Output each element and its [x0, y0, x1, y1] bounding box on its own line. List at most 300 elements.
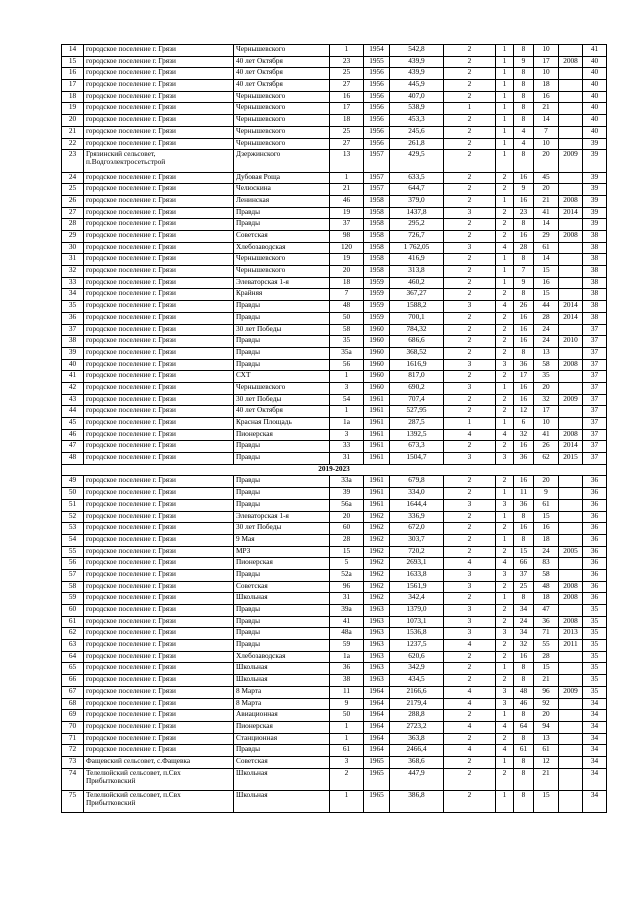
- table-cell: 2: [444, 756, 496, 768]
- table-cell: 8: [514, 45, 534, 57]
- table-cell: 43: [62, 394, 84, 406]
- table-cell: 620,6: [390, 651, 444, 663]
- table-cell: 2: [496, 651, 514, 663]
- table-cell: 17: [62, 80, 84, 92]
- housing-table: [61, 44, 607, 813]
- table-cell: [559, 115, 583, 127]
- table-cell: [559, 605, 583, 617]
- table-cell: Чернышевского: [234, 138, 330, 150]
- table-cell: 673,3: [390, 441, 444, 453]
- table-cell: 2166,6: [390, 686, 444, 698]
- table-cell: 20: [62, 115, 84, 127]
- table-cell: 1963: [364, 605, 390, 617]
- table-cell: городское поселение г. Грязи: [84, 324, 234, 336]
- table-cell: городское поселение г. Грязи: [84, 68, 234, 80]
- table-cell: 1960: [364, 371, 390, 383]
- table-cell: 56: [330, 359, 364, 371]
- table-cell: 538,9: [390, 103, 444, 115]
- table-cell: 784,32: [390, 324, 444, 336]
- table-cell: 363,8: [390, 733, 444, 745]
- table-cell: Правды: [234, 745, 330, 757]
- table-cell: Правды: [234, 499, 330, 511]
- table-cell: Крайняя: [234, 289, 330, 301]
- table-cell: 2: [444, 710, 496, 722]
- table-cell: 720,2: [390, 546, 444, 558]
- table-row: [62, 710, 607, 722]
- table-row: [62, 301, 607, 313]
- table-cell: 16: [514, 394, 534, 406]
- table-cell: 2: [444, 534, 496, 546]
- table-cell: 37: [62, 324, 84, 336]
- table-cell: 1588,2: [390, 301, 444, 313]
- table-cell: Правды: [234, 605, 330, 617]
- table-cell: Правды: [234, 441, 330, 453]
- table-cell: Фащевский сельсовет, с.Фащевка: [84, 756, 234, 768]
- table-cell: 35: [583, 651, 607, 663]
- table-cell: 1: [496, 80, 514, 92]
- table-cell: городское поселение г. Грязи: [84, 733, 234, 745]
- table-cell: 1954: [364, 45, 390, 57]
- table-cell: 2014: [559, 312, 583, 324]
- table-cell: 29: [62, 231, 84, 243]
- table-cell: 16: [514, 476, 534, 488]
- table-cell: 2015: [559, 453, 583, 465]
- table-row: [62, 605, 607, 617]
- table-cell: 1: [496, 418, 514, 430]
- table-cell: 2: [496, 347, 514, 359]
- table-cell: 25: [330, 68, 364, 80]
- table-cell: Чернышевского: [234, 115, 330, 127]
- table-cell: 2: [496, 184, 514, 196]
- table-cell: 21: [534, 675, 559, 687]
- table-cell: 40: [583, 56, 607, 68]
- table-cell: 1: [496, 382, 514, 394]
- table-cell: 46: [62, 429, 84, 441]
- table-cell: Дзержинского: [234, 150, 330, 172]
- table-cell: 40: [62, 359, 84, 371]
- table-cell: 245,6: [390, 126, 444, 138]
- table-row: [62, 651, 607, 663]
- table-cell: 445,9: [390, 80, 444, 92]
- table-row: [62, 546, 607, 558]
- table-row: [62, 733, 607, 745]
- table-cell: 20: [534, 150, 559, 172]
- table-cell: 50: [330, 710, 364, 722]
- table-cell: 13: [534, 733, 559, 745]
- table-cell: 2014: [559, 207, 583, 219]
- table-cell: [559, 651, 583, 663]
- table-cell: 7: [330, 289, 364, 301]
- table-cell: 1964: [364, 721, 390, 733]
- table-cell: Правды: [234, 312, 330, 324]
- table-cell: Правды: [234, 616, 330, 628]
- table-cell: Правды: [234, 301, 330, 313]
- table-cell: 74: [62, 768, 84, 790]
- table-cell: 27: [330, 138, 364, 150]
- table-cell: 36: [534, 616, 559, 628]
- table-cell: 3: [330, 756, 364, 768]
- table-row: [62, 266, 607, 278]
- table-row: [62, 347, 607, 359]
- table-cell: 2: [444, 336, 496, 348]
- table-cell: 8: [514, 150, 534, 172]
- table-cell: 19: [330, 254, 364, 266]
- table-cell: [559, 499, 583, 511]
- table-cell: 2: [496, 219, 514, 231]
- table-cell: 1: [496, 756, 514, 768]
- table-cell: 49: [62, 476, 84, 488]
- table-cell: 8: [514, 289, 534, 301]
- table-cell: 1962: [364, 581, 390, 593]
- table-cell: 16: [514, 195, 534, 207]
- table-cell: 1: [496, 791, 514, 813]
- table-cell: 1: [330, 371, 364, 383]
- table-cell: 527,95: [390, 406, 444, 418]
- table-cell: [559, 756, 583, 768]
- table-cell: 28: [534, 651, 559, 663]
- table-cell: 2693,1: [390, 558, 444, 570]
- table-row: [62, 382, 607, 394]
- table-cell: 48: [534, 581, 559, 593]
- table-cell: 36: [583, 499, 607, 511]
- table-cell: 1958: [364, 207, 390, 219]
- table-cell: 2: [444, 115, 496, 127]
- table-cell: 1961: [364, 418, 390, 430]
- table-cell: 37: [583, 382, 607, 394]
- table-cell: 2: [444, 312, 496, 324]
- table-cell: 39: [583, 207, 607, 219]
- table-cell: городское поселение г. Грязи: [84, 663, 234, 675]
- table-cell: 73: [62, 756, 84, 768]
- table-cell: 19: [330, 207, 364, 219]
- table-cell: Чернышевского: [234, 91, 330, 103]
- table-cell: 25: [514, 581, 534, 593]
- table-row: [62, 441, 607, 453]
- table-cell: 41: [534, 207, 559, 219]
- table-cell: 36: [62, 312, 84, 324]
- table-cell: 644,7: [390, 184, 444, 196]
- table-cell: 37: [583, 394, 607, 406]
- table-cell: 2: [496, 616, 514, 628]
- table-cell: 2: [444, 406, 496, 418]
- table-cell: 36: [583, 558, 607, 570]
- table-cell: 3: [444, 605, 496, 617]
- table-cell: 3: [444, 207, 496, 219]
- table-cell: городское поселение г. Грязи: [84, 336, 234, 348]
- table-cell: 65: [62, 663, 84, 675]
- table-cell: 50: [62, 488, 84, 500]
- table-cell: 368,6: [390, 756, 444, 768]
- table-cell: 21: [330, 184, 364, 196]
- table-row: [62, 45, 607, 57]
- table-cell: 45: [534, 172, 559, 184]
- table-row: [62, 558, 607, 570]
- table-cell: Школьная: [234, 675, 330, 687]
- table-cell: 4: [444, 698, 496, 710]
- table-cell: городское поселение г. Грязи: [84, 745, 234, 757]
- table-cell: Советская: [234, 581, 330, 593]
- table-cell: 439,9: [390, 68, 444, 80]
- table-row: [62, 663, 607, 675]
- table-cell: 15: [62, 56, 84, 68]
- table-cell: 35: [583, 640, 607, 652]
- table-cell: 1964: [364, 733, 390, 745]
- table-cell: 2: [444, 80, 496, 92]
- table-cell: 33: [330, 441, 364, 453]
- table-row: [62, 534, 607, 546]
- table-cell: городское поселение г. Грязи: [84, 289, 234, 301]
- table-cell: 18: [534, 593, 559, 605]
- table-cell: 1: [496, 126, 514, 138]
- table-cell: 39: [330, 488, 364, 500]
- table-cell: 336,9: [390, 511, 444, 523]
- table-cell: 2: [444, 347, 496, 359]
- table-row: [62, 511, 607, 523]
- table-cell: 3: [444, 616, 496, 628]
- table-cell: 4: [496, 429, 514, 441]
- table-row: [62, 231, 607, 243]
- table-cell: 1961: [364, 406, 390, 418]
- table-cell: 2: [444, 91, 496, 103]
- table-row: [62, 103, 607, 115]
- table-cell: 10: [534, 138, 559, 150]
- table-cell: 1961: [364, 476, 390, 488]
- table-cell: 1965: [364, 791, 390, 813]
- table-cell: 2179,4: [390, 698, 444, 710]
- table-cell: 31: [330, 453, 364, 465]
- table-cell: 59: [62, 593, 84, 605]
- table-row: [62, 768, 607, 790]
- table-cell: 58: [534, 569, 559, 581]
- table-row: [62, 289, 607, 301]
- table-cell: 40: [583, 68, 607, 80]
- table-cell: 1: [330, 172, 364, 184]
- table-cell: 26: [62, 195, 84, 207]
- table-cell: Правды: [234, 476, 330, 488]
- table-cell: 1959: [364, 277, 390, 289]
- table-cell: 7: [514, 266, 534, 278]
- table-cell: 2014: [559, 441, 583, 453]
- table-cell: 63: [62, 640, 84, 652]
- table-row: [62, 394, 607, 406]
- table-cell: 9: [330, 698, 364, 710]
- table-cell: 295,2: [390, 219, 444, 231]
- table-cell: городское поселение г. Грязи: [84, 219, 234, 231]
- table-cell: городское поселение г. Грязи: [84, 488, 234, 500]
- table-cell: 36: [514, 453, 534, 465]
- table-cell: городское поселение г. Грязи: [84, 126, 234, 138]
- table-cell: 460,2: [390, 277, 444, 289]
- table-cell: 3: [444, 499, 496, 511]
- table-cell: 2009: [559, 394, 583, 406]
- table-cell: 34: [583, 733, 607, 745]
- table-cell: Школьная: [234, 663, 330, 675]
- table-cell: 94: [534, 721, 559, 733]
- table-cell: 40 лет Октября: [234, 56, 330, 68]
- table-cell: 2: [496, 207, 514, 219]
- table-cell: 48а: [330, 628, 364, 640]
- table-cell: 1963: [364, 640, 390, 652]
- table-cell: 58: [534, 359, 559, 371]
- table-cell: 368,52: [390, 347, 444, 359]
- table-cell: городское поселение г. Грязи: [84, 534, 234, 546]
- table-cell: 2: [496, 231, 514, 243]
- table-cell: 1958: [364, 242, 390, 254]
- table-cell: 2: [496, 546, 514, 558]
- table-cell: [559, 289, 583, 301]
- table-cell: 59: [330, 640, 364, 652]
- table-cell: 10: [534, 418, 559, 430]
- table-cell: 38: [62, 336, 84, 348]
- table-cell: 2: [496, 289, 514, 301]
- table-cell: 33а: [330, 476, 364, 488]
- table-cell: городское поселение г. Грязи: [84, 195, 234, 207]
- table-cell: [559, 523, 583, 535]
- table-cell: 2: [496, 476, 514, 488]
- table-cell: [559, 558, 583, 570]
- table-cell: 61: [330, 745, 364, 757]
- table-cell: 303,7: [390, 534, 444, 546]
- table-cell: городское поселение г. Грязи: [84, 453, 234, 465]
- table-cell: 8: [514, 791, 534, 813]
- table-cell: 1961: [364, 488, 390, 500]
- table-cell: 40: [583, 80, 607, 92]
- table-cell: Чернышевского: [234, 45, 330, 57]
- table-cell: 4: [496, 242, 514, 254]
- table-cell: 55: [62, 546, 84, 558]
- table-cell: 52а: [330, 569, 364, 581]
- table-cell: 817,0: [390, 371, 444, 383]
- table-cell: 16: [514, 231, 534, 243]
- table-row: [62, 172, 607, 184]
- table-row: [62, 698, 607, 710]
- table-cell: 1961: [364, 499, 390, 511]
- table-cell: 2: [444, 593, 496, 605]
- table-cell: 672,0: [390, 523, 444, 535]
- table-cell: городское поселение г. Грязи: [84, 651, 234, 663]
- table-cell: 1: [496, 277, 514, 289]
- table-cell: 35: [62, 301, 84, 313]
- table-row: [62, 80, 607, 92]
- table-row: [62, 476, 607, 488]
- table-cell: [559, 698, 583, 710]
- table-cell: 34: [62, 289, 84, 301]
- table-cell: 18: [534, 80, 559, 92]
- table-cell: 37: [583, 324, 607, 336]
- table-cell: 15: [534, 266, 559, 278]
- table-cell: городское поселение г. Грязи: [84, 581, 234, 593]
- table-cell: 1616,9: [390, 359, 444, 371]
- table-cell: Пионерская: [234, 558, 330, 570]
- table-cell: Школьная: [234, 791, 330, 813]
- table-cell: 3: [444, 453, 496, 465]
- table-cell: 9: [514, 56, 534, 68]
- table-cell: [559, 418, 583, 430]
- table-cell: Чернышевского: [234, 266, 330, 278]
- table-cell: 20: [330, 266, 364, 278]
- table-cell: 2008: [559, 429, 583, 441]
- table-cell: 2: [444, 371, 496, 383]
- table-cell: 23: [514, 207, 534, 219]
- table-cell: 23: [62, 150, 84, 172]
- table-cell: 41: [62, 371, 84, 383]
- table-cell: 18: [330, 277, 364, 289]
- table-cell: 1: [496, 138, 514, 150]
- table-cell: 2: [444, 219, 496, 231]
- table-cell: 2: [444, 488, 496, 500]
- table-cell: 14: [534, 254, 559, 266]
- table-cell: 55: [534, 640, 559, 652]
- table-cell: 32: [514, 640, 534, 652]
- table-cell: 68: [62, 698, 84, 710]
- table-cell: 1: [496, 56, 514, 68]
- table-cell: 1956: [364, 103, 390, 115]
- table-cell: 1536,8: [390, 628, 444, 640]
- table-cell: 8: [514, 675, 534, 687]
- table-cell: 1: [496, 150, 514, 172]
- table-cell: 2008: [559, 56, 583, 68]
- table-cell: 726,7: [390, 231, 444, 243]
- table-cell: Телелюйский сельсовет, п.Свх Прибытковский: [84, 768, 234, 790]
- table-cell: 92: [534, 698, 559, 710]
- table-cell: 4: [444, 745, 496, 757]
- table-cell: 39: [583, 184, 607, 196]
- table-cell: 1958: [364, 195, 390, 207]
- table-cell: 37: [330, 219, 364, 231]
- table-cell: 1958: [364, 266, 390, 278]
- table-cell: 2: [444, 733, 496, 745]
- table-cell: 1958: [364, 254, 390, 266]
- table-cell: 1а: [330, 651, 364, 663]
- table-cell: [559, 91, 583, 103]
- table-cell: 1956: [364, 91, 390, 103]
- table-cell: 679,8: [390, 476, 444, 488]
- table-cell: 48: [62, 453, 84, 465]
- table-cell: 2: [444, 254, 496, 266]
- table-cell: 12: [534, 756, 559, 768]
- table-cell: 1956: [364, 126, 390, 138]
- table-cell: 8: [514, 768, 534, 790]
- table-cell: 1956: [364, 68, 390, 80]
- table-cell: Чернышевского: [234, 382, 330, 394]
- table-cell: 2: [496, 581, 514, 593]
- table-cell: 1961: [364, 429, 390, 441]
- table-row: [62, 207, 607, 219]
- table-row: [62, 324, 607, 336]
- table-cell: 1957: [364, 172, 390, 184]
- table-cell: 1962: [364, 569, 390, 581]
- table-row: [62, 336, 607, 348]
- table-cell: 34: [583, 791, 607, 813]
- table-cell: 40: [583, 91, 607, 103]
- table-cell: [559, 347, 583, 359]
- table-cell: 1960: [364, 382, 390, 394]
- table-row: [62, 277, 607, 289]
- table-cell: городское поселение г. Грязи: [84, 347, 234, 359]
- table-cell: 2: [496, 324, 514, 336]
- table-cell: 33: [62, 277, 84, 289]
- table-cell: 1644,4: [390, 499, 444, 511]
- table-cell: городское поселение г. Грязи: [84, 418, 234, 430]
- table-cell: 39: [62, 347, 84, 359]
- table-cell: Школьная: [234, 768, 330, 790]
- table-cell: городское поселение г. Грязи: [84, 138, 234, 150]
- table-cell: 21: [534, 768, 559, 790]
- table-cell: 38: [583, 266, 607, 278]
- table-cell: 2014: [559, 301, 583, 313]
- table-cell: городское поселение г. Грязи: [84, 441, 234, 453]
- table-cell: 9: [514, 277, 534, 289]
